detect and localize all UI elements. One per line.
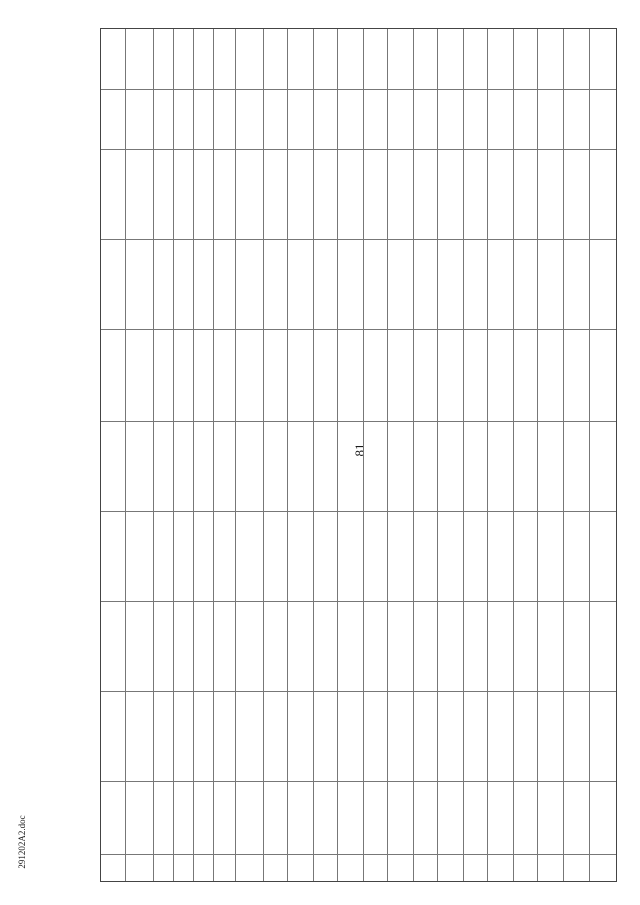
column-rule — [413, 29, 414, 881]
column-rule — [463, 29, 464, 881]
column-rule — [437, 29, 438, 881]
row-rule — [101, 421, 616, 422]
footer-filename: 291202A2.doc — [17, 815, 27, 869]
column-rule — [213, 29, 214, 881]
column-rule — [313, 29, 314, 881]
column-rule — [513, 29, 514, 881]
row-rule — [101, 854, 616, 855]
row-rule — [101, 149, 616, 150]
column-rule — [263, 29, 264, 881]
column-rule — [193, 29, 194, 881]
row-rule — [101, 511, 616, 512]
column-rule — [235, 29, 236, 881]
row-rule — [101, 329, 616, 330]
column-rule — [125, 29, 126, 881]
column-rule — [589, 29, 590, 881]
column-rule — [563, 29, 564, 881]
budget-table — [100, 28, 617, 882]
column-rule — [337, 29, 338, 881]
column-rule — [287, 29, 288, 881]
page-number: 81 — [352, 443, 367, 457]
column-rule — [173, 29, 174, 881]
row-rule — [101, 89, 616, 90]
column-rule — [537, 29, 538, 881]
row-rule — [101, 691, 616, 692]
column-rule — [363, 29, 364, 881]
column-rule — [153, 29, 154, 881]
row-rule — [101, 239, 616, 240]
row-rule — [101, 781, 616, 782]
row-rule — [101, 601, 616, 602]
column-rule — [487, 29, 488, 881]
column-rule — [387, 29, 388, 881]
